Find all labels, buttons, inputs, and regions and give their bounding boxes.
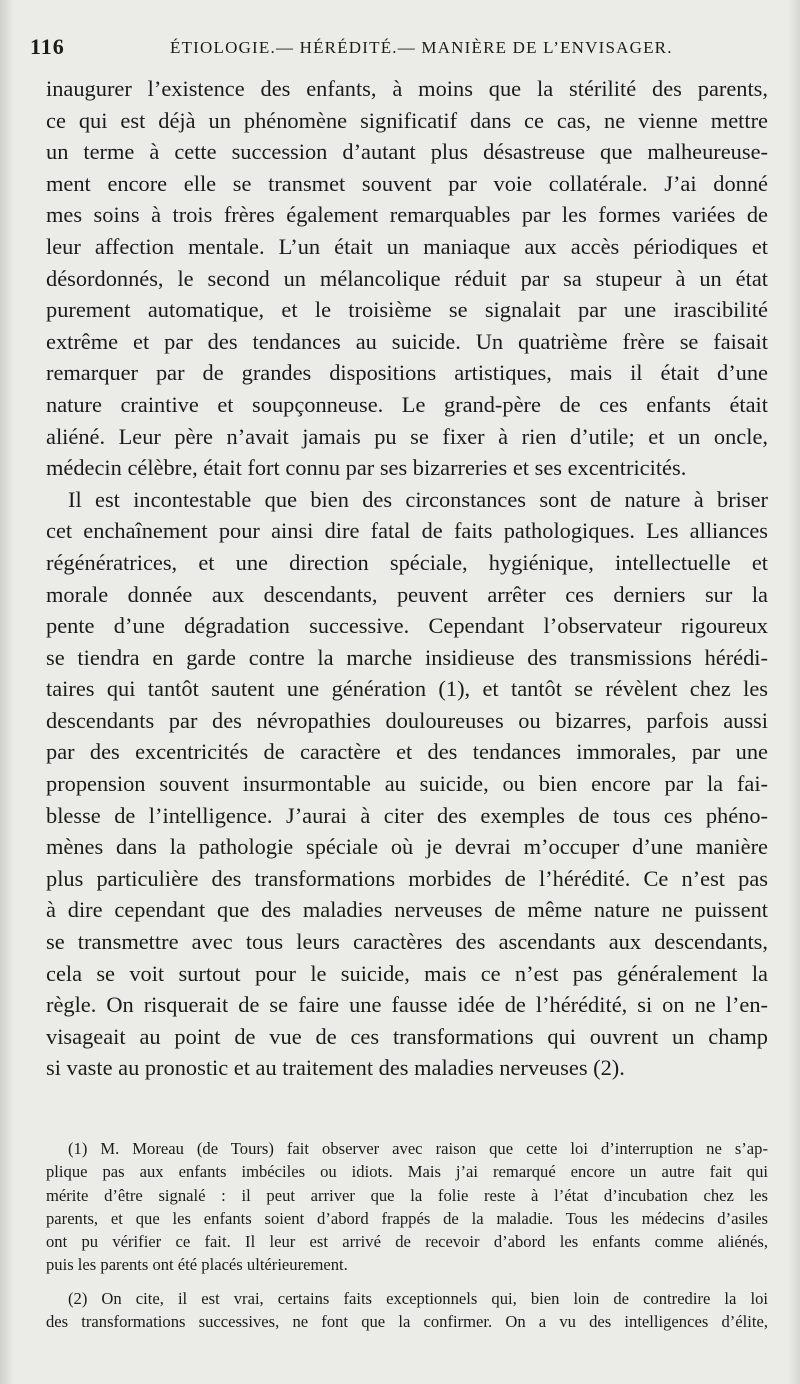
text-line: purement automatique, et le troisième se signalait par une irascibilité xyxy=(46,297,768,323)
text-line: visageait au point de vue de ces transformations qui ouvrent un champ xyxy=(46,1023,768,1049)
footnote-line: parents, et que les enfants soient d’abord frappés de la maladie. Tous les médecins d’asiles xyxy=(46,1208,768,1228)
text-line: mes soins à trois frères également remarquables par les formes variées de xyxy=(46,202,768,228)
text-line: pente d’une dégradation successive. Cependant l’observateur rigoureux xyxy=(46,613,768,639)
text-line: inaugurer l’existence des enfants, à moins que la stérilité des parents, xyxy=(46,76,768,101)
main-text xyxy=(46,73,768,1084)
text-line: extrême et par des tendances au suicide. Un quatrième frère se faisait xyxy=(46,328,768,354)
footnote-line: mérite d’être signalé : il peut arriver que la folie reste à l’état d’incubation chez les xyxy=(46,1185,768,1205)
text-line: un terme à cette succession d’autant plus désastreuse que malheureuse- xyxy=(46,139,768,165)
footnote-line: (1) M. Moreau (de Tours) fait observer avec raison que cette loi d’interruption ne s’ap- xyxy=(68,1139,768,1158)
text-line: règle. On risquerait de se faire une fausse idée de l’hérédité, si on ne l’en- xyxy=(46,992,768,1018)
text-line: par des excentricités de caractère et des tendances immorales, par une xyxy=(46,739,768,765)
text-line: médecin célèbre, était fort connu par ses bizarreries et ses excentricités. xyxy=(46,455,687,481)
text-line: morale donnée aux descendants, peuvent arrêter ces derniers sur la xyxy=(46,581,768,607)
footnote-line: (2) On cite, il est vrai, certains faits exceptionnels qui, bien loin de contredire la loi xyxy=(68,1288,768,1308)
page-left-edge xyxy=(0,0,14,1384)
text-line: leur affection mentale. L’un était un maniaque aux accès périodiques et xyxy=(46,233,768,259)
text-line: nature craintive et soupçonneuse. Le grand-père de ces enfants était xyxy=(46,391,768,417)
footnotes xyxy=(46,1137,768,1333)
text-line: aliéné. Leur père n’avait jamais pu se fixer à rien d’utile; et un oncle, xyxy=(46,423,768,449)
text-line: remarquer par de grandes dispositions artistiques, mais il était d’une xyxy=(46,360,768,386)
footnote-line: plique pas aux enfants imbéciles ou idiots. Mais j’ai remarqué encore un autre fait qui xyxy=(46,1162,768,1182)
text-line: mènes dans la pathologie spéciale où je devrai m’occuper d’une manière xyxy=(46,834,768,860)
page-right-edge xyxy=(788,0,800,1384)
paragraph-start-line: Il est incontestable que bien des circonstances sont de nature à briser xyxy=(68,486,768,512)
running-title: ÉTIOLOGIE.— HÉRÉDITÉ.— MANIÈRE DE L’ENVISAGER. xyxy=(170,38,673,57)
footnote-line: ont pu vérifier ce fait. Il leur est arrivé de recevoir d’abord les enfants comme aliénés, xyxy=(46,1232,768,1252)
text-line: ce qui est déjà un phénomène significatif dans ce cas, ne vienne mettre xyxy=(46,107,768,133)
text-line: propension souvent insurmontable au suicide, ou bien encore par la fai- xyxy=(46,771,768,797)
text-line: se transmettre avec tous leurs caractères des ascendants aux descendants, xyxy=(46,929,768,955)
page-header xyxy=(30,34,770,64)
footnote-line: puis les parents ont été placés ultérieurement. xyxy=(46,1255,348,1275)
page-number: 116 xyxy=(30,34,65,59)
text-line: ment encore elle se transmet souvent par voie collatérale. J’ai donné xyxy=(46,170,768,196)
text-line: régénératrices, et une direction spéciale, hygiénique, intellectuelle et xyxy=(46,549,768,575)
text-line: se tiendra en garde contre la marche insidieuse des transmissions hérédi- xyxy=(46,644,768,670)
text-line: blesse de l’intelligence. J’aurai à citer des exemples de tous ces phéno- xyxy=(46,802,768,828)
text-line: si vaste au pronostic et au traitement des maladies nerveuses (2). xyxy=(46,1055,625,1081)
text-line: désordonnés, le second un mélancolique réduit par sa stupeur à un état xyxy=(46,265,768,291)
text-line: cela se voit surtout pour le suicide, mais ce n’est pas généralement la xyxy=(46,960,768,986)
text-line: plus particulière des transformations morbides de l’hérédité. Ce n’est pas xyxy=(46,865,768,891)
text-line: descendants par des névropathies douloureuses ou bizarres, parfois aussi xyxy=(46,707,768,733)
text-line: cet enchaînement pour ainsi dire fatal de faits pathologiques. Les alliances xyxy=(46,518,768,544)
text-line: à dire cependant que des maladies nerveuses de même nature ne puissent xyxy=(46,897,768,923)
footnote-line: des transformations successives, ne font que la confirmer. On a vu des intelligences d’élite, xyxy=(46,1312,768,1332)
text-line: taires qui tantôt sautent une génération (1), et tantôt se révèlent chez les xyxy=(46,676,768,702)
